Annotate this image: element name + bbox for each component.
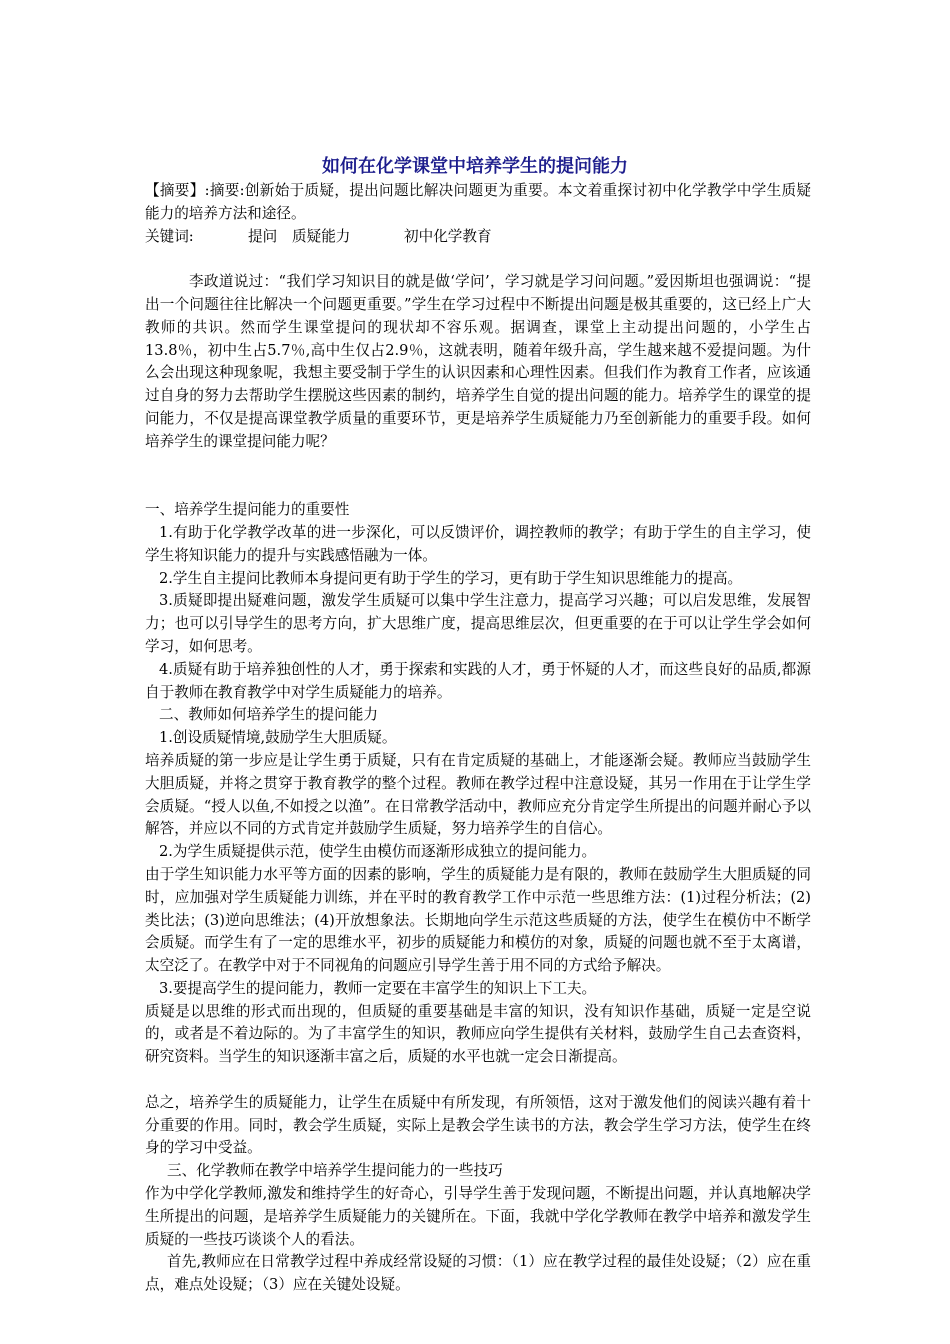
paragraph: 由于学生知识能力水平等方面的因素的影响，学生的质疑能力是有限的，教师在鼓励学生大胆质疑的同时，应加强对学生质疑能力训练，并在平时的教育教学工作中示范一些思维方法：(1)过程分析法；(2)类比法；(3)逆向思维法；(4)开放想象法。长期地向学生示范这些质疑的方法，使学生在模仿中不断学会质疑。而学生有了一定的思维水平，初步的质疑能力和模仿的对象，质疑的问题也就不至于太离谱，太空泛了。在教学中对于不同视角的问题应引导学生善于用不同的方式给予解决。 xyxy=(145,865,811,975)
paragraph: 作为中学化学教师,激发和维持学生的好奇心，引导学生善于发现问题，不断提出问题，并认真地解决学生所提出的问题，是培养学生质疑能力的关键所在。下面，我就中学化学教师在教学中培养和激发学生质疑的一些技巧谈谈个人的看法。 xyxy=(145,1185,811,1248)
abstract-label: 【摘要】 xyxy=(145,182,205,199)
section-heading-1: 一、培养学生提问能力的重要性 xyxy=(145,501,350,519)
keywords-label: 关键词: xyxy=(145,227,194,245)
paragraph: 首先,教师应在日常教学过程中养成经常设疑的习惯：（1）应在教学过程的最佳处设疑；（2）应在重点，难点处设疑；（3）应在关键处设疑。 xyxy=(145,1253,811,1294)
subheading: 3.要提高学生的提问能力，教师一定要在丰富学生的知识上下工夫。 xyxy=(159,979,597,997)
keyword: 提问 xyxy=(248,227,278,245)
blank-line xyxy=(145,454,811,477)
blank-line xyxy=(145,476,811,499)
abstract xyxy=(145,180,811,226)
document-title: 如何在化学课堂中培养学生的提问能力 xyxy=(322,156,628,177)
summary-paragraph: 总之，培养学生的质疑能力，让学生在质疑中有所发现，有所领悟，这对于激发他们的阅读兴趣有着十分重要的作用。同时，教会学生质疑，实际上是教会学生读书的方法，教会学生学习方法，使学生在终身的学习中受益。 xyxy=(145,1093,811,1157)
list-item: 3.质疑即提出疑难问题，激发学生质疑可以集中学生注意力，提高学习兴趣；可以启发思维，发展智力；也可以引导学生的思考方向，扩大思维广度，提高思维层次，但更重要的在于可以让学生学会如何学习，如何思考。 xyxy=(145,592,811,655)
intro-paragraph: 李政道说过：“我们学习知识目的就是做‘学问’，学习就是学习问问题。”爱因斯坦也强调说：“提出一个问题往往比解决一个问题更重要。”学生在学习过程中不断提出问题是极其重要的，这已经上广大教师的共识。然而学生课堂提问的现状却不容乐观。据调查，课堂上主动提出问题的，小学生占13.8％，初中生占5.7％,高中生仅占2.9％，这就表明，随着年级升高，学生越来越不爱提问题。为什么会出现这种现象呢，我想主要受制于学生的认识因素和心理性因素。但我们作为教育工作者，应该通过自身的努力去帮助学生摆脱这些因素的制约，培养学生自觉的提出问题的能力。培养学生的课堂的提问能力，不仅是提高课堂教学质量的重要环节，更是培养学生质疑能力乃至创新能力的重要手段。如何培养学生的课堂提问能力呢？ xyxy=(145,273,811,450)
list-item: 4.质疑有助于培养独创性的人才，勇于探索和实践的人才，勇于怀疑的人才，而这些良好的品质,都源自于教师在教育教学中对学生质疑能力的培养。 xyxy=(145,660,811,701)
keyword: 质疑能力 xyxy=(292,227,351,245)
section-heading-3: 三、化学教师在教学中培养学生提问能力的一些技巧 xyxy=(167,1162,503,1180)
abstract-text: :摘要:创新始于质疑，提出问题比解决问题更为重要。本文着重探讨初中化学教学中学生质疑能力的培养方法和途径。 xyxy=(145,182,811,222)
subheading: 1.创设质疑情境,鼓励学生大胆质疑。 xyxy=(159,729,397,747)
blank-line xyxy=(145,1069,811,1092)
paragraph: 质疑是以思维的形式而出现的，但质疑的重要基础是丰富的知识，没有知识作基础，质疑一定是空说的，或者是不着边际的。为了丰富学生的知识，教师应向学生提供有关材料，鼓励学生自己去查资料，研究资料。当学生的知识逐渐丰富之后，质疑的水平也就一定会日渐提高。 xyxy=(145,1002,811,1066)
list-item: 1.有助于化学教学改革的进一步深化，可以反馈评价，调控教师的教学；有助于学生的自主学习，使学生将知识能力的提升与实践感悟融为一体。 xyxy=(145,523,811,564)
subheading: 2.为学生质疑提供示范，使学生由模仿而逐渐形成独立的提问能力。 xyxy=(159,843,597,861)
blank-line xyxy=(145,248,811,271)
section-heading-2: 二、教师如何培养学生的提问能力 xyxy=(159,706,378,724)
keyword: 初中化学教育 xyxy=(404,227,492,245)
keywords xyxy=(145,226,811,249)
document-body xyxy=(145,180,811,1297)
paragraph: 培养质疑的第一步应是让学生勇于质疑，只有在肯定质疑的基础上，才能逐渐会疑。教师应当鼓励学生大胆质疑，并将之贯穿于教育教学的整个过程。教师在教学过程中注意设疑，其另一作用在于让学生学会质疑。“授人以鱼,不如授之以渔”。在日常教学活动中，教师应充分肯定学生所提出的问题并耐心予以解答，并应以不同的方式肯定并鼓励学生质疑，努力培养学生的自信心。 xyxy=(145,751,811,838)
list-item: 2.学生自主提问比教师本身提问更有助于学生的学习，更有助于学生知识思维能力的提高。 xyxy=(159,569,743,587)
